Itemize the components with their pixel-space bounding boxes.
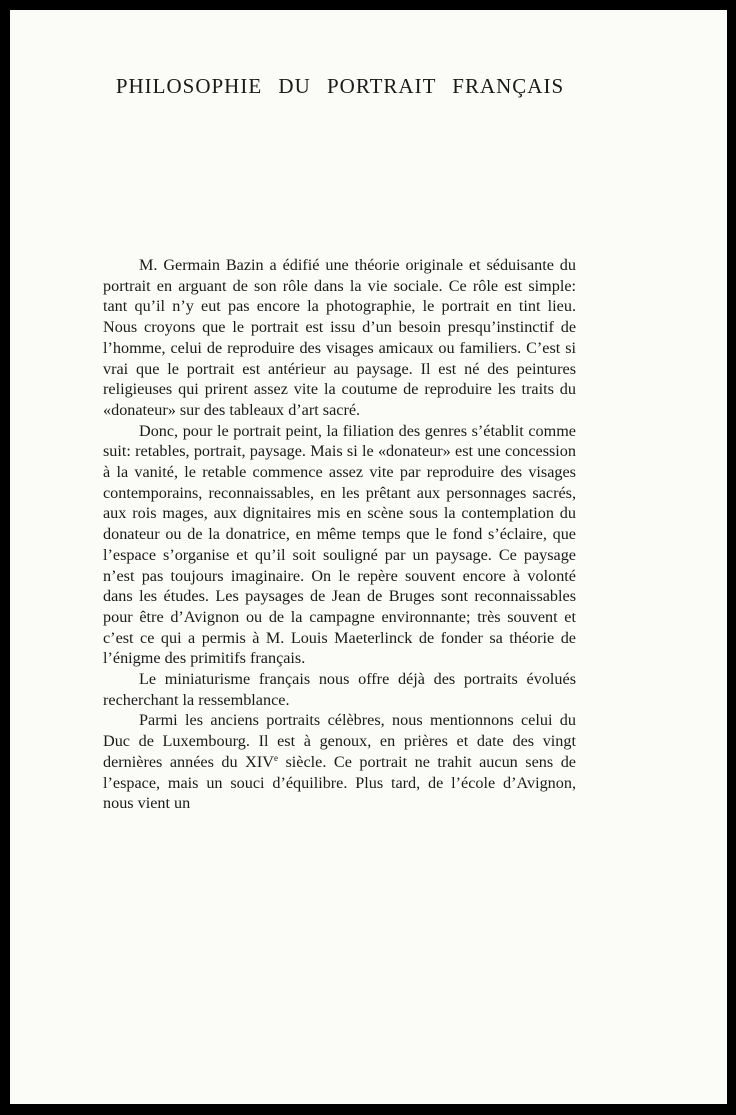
paragraph: M. Germain Bazin a édifié une théorie originale et séduisante du portrait en arguant de son rôle dans la vie sociale. Ce rôle est simple: tant qu’il n’y eut pas encore la photographie, le portrait en tint lieu. Nous croyons que le portrait est issu d’un besoin presqu’instinctif de l’homme, celui de reproduire des visages amicaux ou familiers. C’est si vrai que le portrait est antérieur au paysage. Il est né des peintures religieuses qui prirent assez vite la coutume de reproduire les traits du «donateur» sur des tableaux d’art sacré. (103, 256, 576, 419)
paragraph: Le miniaturisme français nous offre déjà des portraits évolués recherchant la ressemblance. (103, 670, 576, 709)
paragraph-text: siècle. Ce portrait ne trahit aucun sens de l’espace, mais un souci d’équilibre. Plus tard, de l’école d’Avignon, nous vient un (103, 752, 576, 813)
superscript: e (273, 752, 278, 763)
paragraph-text: Parmi les anciens portraits célèbres, nous mentionnons celui du Duc de Luxembourg. Il est à genoux, en prières et date des vingt dernières années du XIV (103, 711, 576, 771)
paragraph: Donc, pour le portrait peint, la filiation des genres s’établit comme suit: retables, portrait, paysage. Mais si le «donateur» est une concession à la vanité, le retable commence assez vite par reproduire des visages contemporains, reconnaissables, en les prêtant aux personnages sacrés, aux rois mages, aux dignitaires mis en scène sous la contemplation du donateur ou de la donatrice, en même temps que le fond s’éclaire, que l’espace s’organise et qu’il soit souligné par un paysage. Ce paysage n’est pas toujours imaginaire. On le repère souvent encore à volonté dans les études. Les paysages de Jean de Bruges sont reconnaissables pour être d’Avignon ou de la campagne environnante; très souvent et c’est ce qui a permis à M. Louis Maeterlinck de fonder sa théorie de l’énigme des primitifs français. (103, 421, 576, 668)
body-text (103, 255, 576, 814)
running-title: PHILOSOPHIE DU PORTRAIT FRANÇAIS (115, 74, 565, 98)
paragraph (103, 710, 576, 814)
book-page (10, 10, 727, 1104)
